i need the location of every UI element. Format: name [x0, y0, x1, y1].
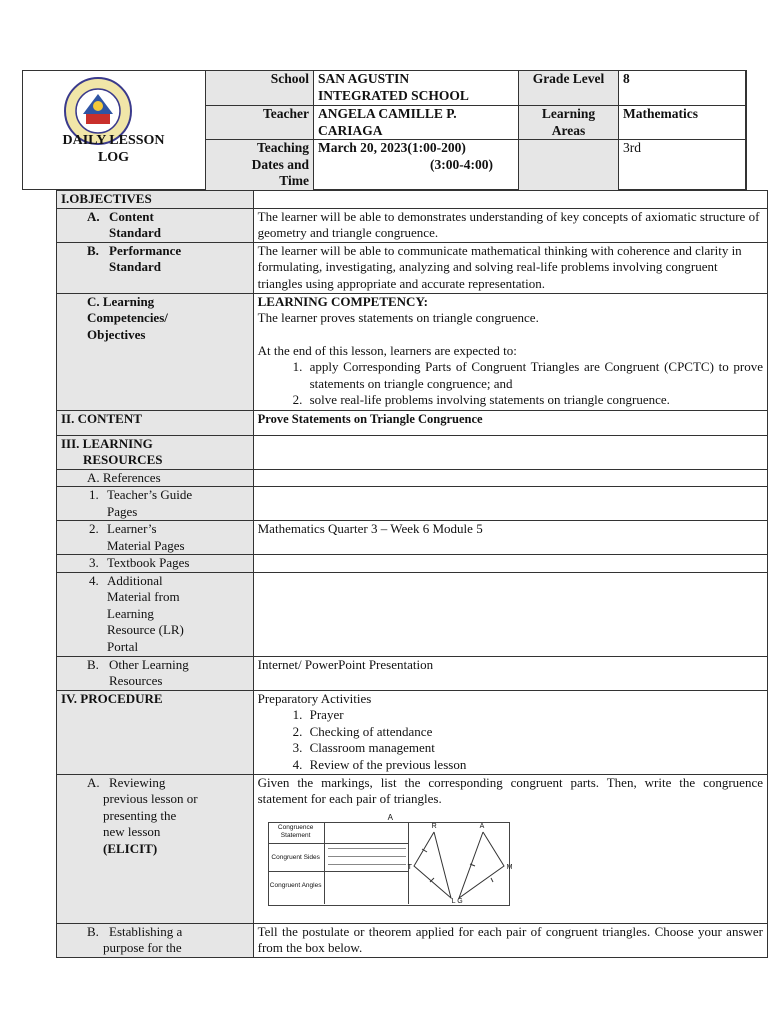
fig-row3-label: Congruent Angles — [269, 881, 322, 889]
performance-standard-label: B. Performance Standard — [57, 242, 254, 293]
vertex-a: A — [479, 822, 485, 830]
competencies-cell — [253, 293, 767, 410]
school-label: School — [206, 71, 314, 106]
school-value: SAN AGUSTIN INTEGRATED SCHOOL — [314, 71, 519, 106]
procedure-heading: IV. PROCEDURE — [57, 690, 254, 774]
resources-heading: III. LEARNING RESOURCES — [57, 435, 254, 469]
vertex-r: R — [431, 822, 437, 830]
vertex-m: M — [506, 863, 513, 871]
elicit-cell — [253, 774, 767, 923]
elicit-label: A. Reviewing previous lesson or presenting the new lesson (ELICIT) — [57, 774, 254, 923]
preparatory-activities: Preparatory Activities 1. Prayer 2. Checking of attendance 3. Classroom management 4. Review of the previous lesson — [253, 690, 767, 774]
preparatory-list — [258, 707, 763, 773]
competency-intro: At the end of this lesson, learners are expected to: — [257, 342, 517, 358]
references-label: A. References — [57, 469, 254, 487]
references-value — [253, 469, 767, 487]
teachers-guide-label: 1. Teacher’s Guide Pages — [57, 487, 254, 521]
fig-row1-label: Congruence Statement — [277, 823, 314, 839]
teachers-guide-value — [253, 487, 767, 521]
vertex-lg: L G — [451, 897, 463, 905]
learners-material-value: Mathematics Quarter 3 – Week 6 Module 5 — [253, 521, 767, 555]
teaching-dates-label: Teaching Dates and Time — [206, 140, 314, 191]
blank-cell — [519, 140, 619, 191]
list-item: 4. Review of the previous lesson — [306, 757, 763, 774]
content-standard-text: The learner will be able to demonstrates understanding of key concepts of axiomatic structure of geometry and triangle congruence. — [253, 208, 767, 242]
vertex-t: T — [407, 863, 412, 871]
grade-level-value: 8 — [619, 71, 747, 106]
learning-areas-label: Learning Areas — [519, 106, 619, 140]
objectives-heading-blank — [253, 191, 767, 209]
lesson-log-table — [56, 190, 768, 958]
establishing-purpose-text: Tell the postulate or theorem applied for each pair of congruent triangles. Choose your answer from the box below. — [253, 923, 767, 957]
competency-heading: LEARNING COMPETENCY: — [257, 293, 428, 309]
teaching-dates-value: March 20, 2023(1:00-200) (3:00-4:00) — [314, 140, 519, 191]
textbook-value — [253, 555, 767, 573]
performance-standard-text: The learner will be able to communicate mathematical thinking with coherence and clarity in formulating, investigating, analyzing and solving real-life problems involving congruent triangles using appropriate and accurate representation. — [253, 242, 767, 293]
dll-title-line1: DAILY LESSON — [62, 133, 165, 148]
content-heading: II. CONTENT — [57, 410, 254, 435]
teacher-value: ANGELA CAMILLE P. CARIAGA — [314, 106, 519, 140]
content-standard-label: A. Content Standard — [57, 208, 254, 242]
triangle-figure — [268, 814, 518, 908]
textbook-label: 3. Textbook Pages — [57, 555, 254, 573]
list-item: 1. apply Corresponding Parts of Congruent Triangles are Congruent (CPCTC) to prove statements on triangle congruence; and — [306, 359, 763, 392]
list-item: 3. Classroom management — [306, 740, 763, 757]
list-item: 2. solve real-life problems involving statements on triangle congruence. — [306, 392, 763, 409]
fig-top-label: A — [387, 812, 393, 822]
objectives-heading: I.OBJECTIVES — [57, 191, 254, 209]
teacher-label: Teacher — [206, 106, 314, 140]
additional-material-value — [253, 572, 767, 656]
additional-material-label: 4. Additional Material from Learning Resource (LR) Portal — [57, 572, 254, 656]
other-resources-label: B. Other Learning Resources — [57, 656, 254, 690]
resources-heading-blank — [253, 435, 767, 469]
fig-row2-label: Congruent Sides — [271, 853, 320, 861]
grade-level-label: Grade Level — [519, 71, 619, 106]
learners-material-label: 2. Learner’s Material Pages — [57, 521, 254, 555]
header-logo-area — [22, 70, 205, 190]
list-item: 2. Checking of attendance — [306, 724, 763, 741]
dll-title-line2: LOG — [97, 150, 130, 165]
elicit-text: Given the markings, list the corresponding congruent parts. Then, write the congruence statement for each pair of triangles. — [257, 774, 763, 806]
other-resources-value: Internet/ PowerPoint Presentation — [253, 656, 767, 690]
competency-statement: The learner proves statements on triangle congruence. — [257, 310, 539, 325]
congruent-triangles-icon — [408, 822, 508, 904]
content-value: Prove Statements on Triangle Congruence — [253, 410, 767, 435]
establishing-purpose-label: B. Establishing a purpose for the — [57, 923, 254, 957]
learning-areas-value: Mathematics — [619, 106, 747, 140]
competencies-label: C. Learning Competencies/ Objectives — [57, 293, 254, 410]
header-info-table — [205, 70, 747, 191]
quarter-value: 3rd — [619, 140, 747, 191]
list-item: 1. Prayer — [306, 707, 763, 724]
competency-list — [258, 359, 763, 409]
